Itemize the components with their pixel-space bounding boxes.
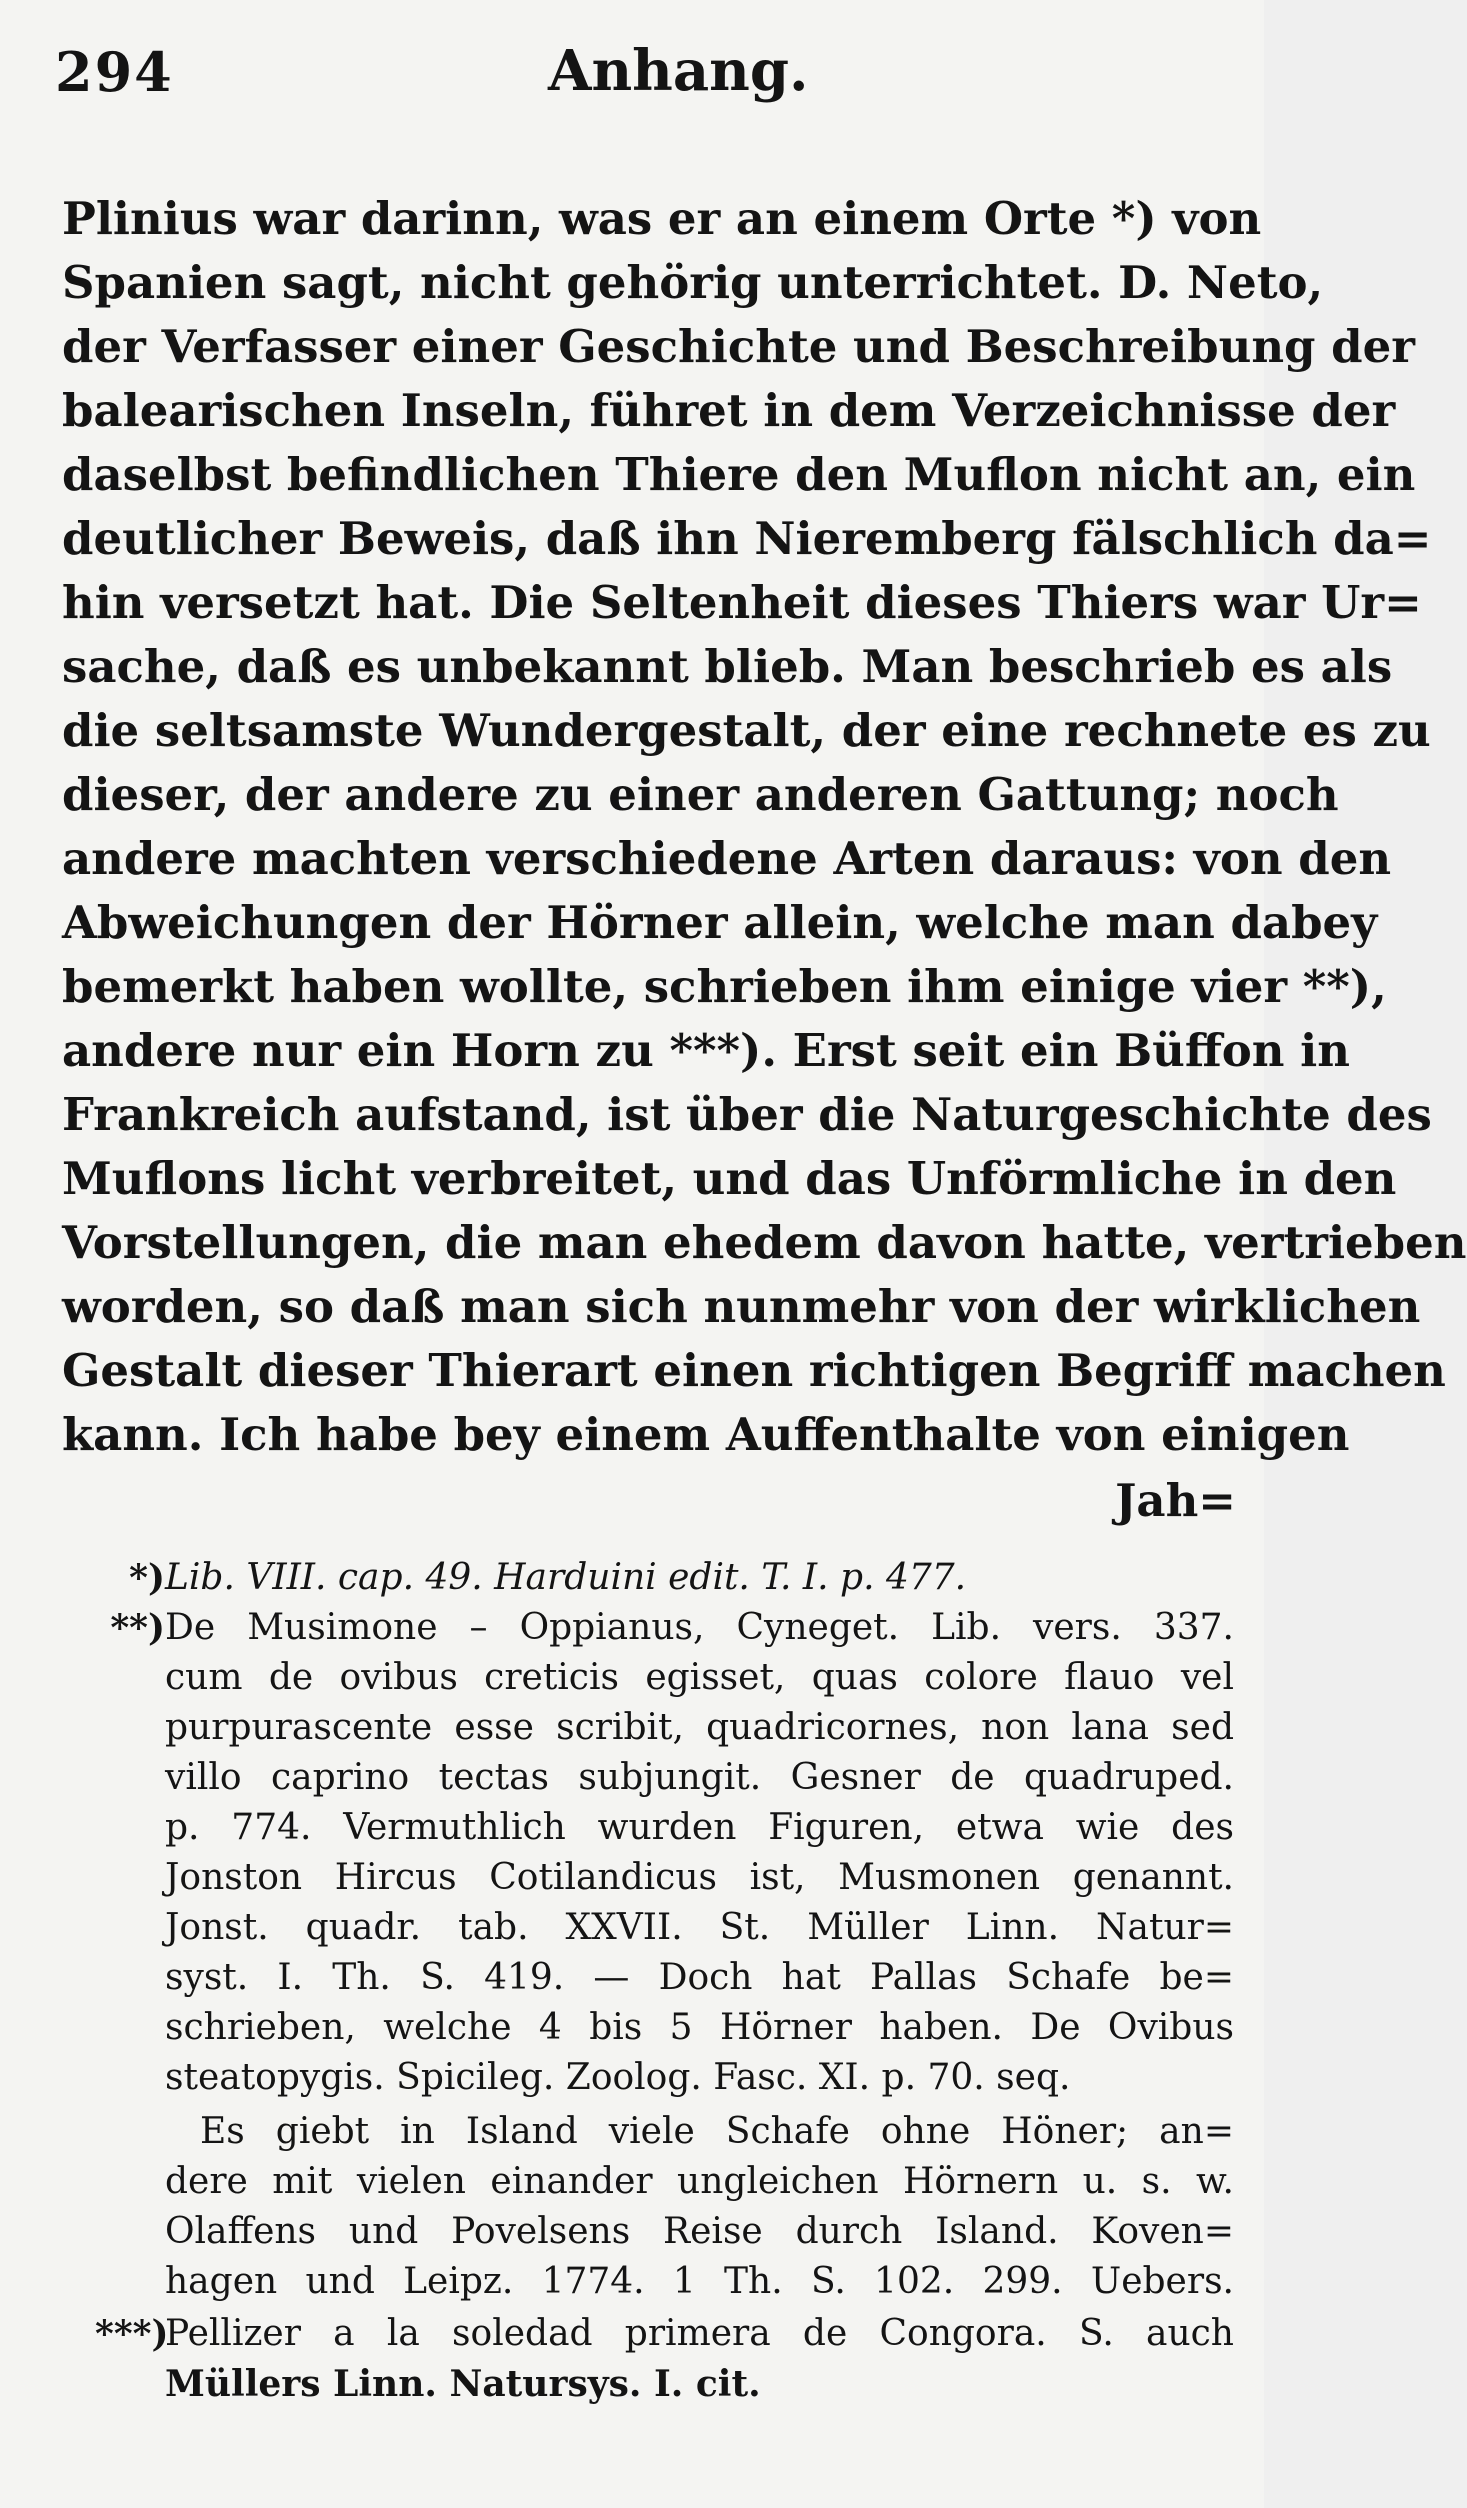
body-line: kann. Ich habe bey einem Auffenthalte von einigen	[62, 1408, 1350, 1461]
body-line: Frankreich aufstand, ist über die Naturgeschichte des	[62, 1088, 1432, 1141]
body-line: Muflons licht verbreitet, und das Unförmliche in den	[62, 1152, 1397, 1205]
footnote-line: Pellizer a la soledad primera de Congora. S. auch	[165, 2313, 1234, 2354]
footnote-line: Olaffens und Povelsens Reise durch Island. Koven=	[165, 2211, 1234, 2252]
footnote-line: Müllers Linn. Natursys. I. cit.	[165, 2363, 761, 2405]
footnote-line: cum de ovibus creticis egisset, quas colore flauo vel	[165, 1657, 1234, 1698]
body-line: Plinius war darinn, was er an einem Orte *) von	[62, 192, 1262, 245]
body-line: balearischen Inseln, führet in dem Verzeichnisse der	[62, 384, 1396, 437]
body-line: sache, daß es unbekannt blieb. Man beschrieb es als	[62, 640, 1393, 693]
footnote-line: Jonston Hircus Cotilandicus ist, Musmonen genannt.	[165, 1857, 1234, 1898]
body-line: andere machten verschiedene Arten daraus: von den	[62, 832, 1392, 885]
footnote-line: dere mit vielen einander ungleichen Hörnern u. s. w.	[165, 2161, 1234, 2202]
page-number: 294	[55, 40, 174, 104]
body-line: die seltsamste Wundergestalt, der eine rechnete es zu	[62, 704, 1431, 757]
footnote-mark: **)	[110, 1607, 165, 1649]
body-line: daselbst befindlichen Thiere den Muflon nicht an, ein	[62, 448, 1416, 501]
footnote-line: De Musimone – Oppianus, Cyneget. Lib. vers. 337.	[165, 1607, 1234, 1648]
running-head: Anhang.	[548, 38, 809, 104]
body-line: dieser, der andere zu einer anderen Gattung; noch	[62, 768, 1339, 821]
catchword: Jah=	[1115, 1474, 1236, 1527]
body-line: bemerkt haben wollte, schrieben ihm einige vier **),	[62, 960, 1387, 1013]
footnote-line: hagen und Leipz. 1774. 1 Th. S. 102. 299. Uebers.	[165, 2261, 1234, 2302]
body-line: hin versetzt hat. Die Seltenheit dieses Thiers war Ur=	[62, 576, 1422, 629]
footnote-line: syst. I. Th. S. 419. — Doch hat Pallas Schafe be=	[165, 1957, 1234, 1998]
footnote-line: Es giebt in Island viele Schafe ohne Höner; an=	[200, 2111, 1234, 2152]
body-line: der Verfasser einer Geschichte und Beschreibung der	[62, 320, 1415, 373]
footnote-line: Jonst. quadr. tab. XXVII. St. Müller Linn. Natur=	[165, 1907, 1234, 1948]
body-line: Abweichungen der Hörner allein, welche man dabey	[62, 896, 1378, 949]
body-line: worden, so daß man sich nunmehr von der wirklichen	[62, 1280, 1421, 1333]
body-line: Spanien sagt, nicht gehörig unterrichtet. D. Neto,	[62, 256, 1324, 309]
footnote-line: schrieben, welche 4 bis 5 Hörner haben. De Ovibus	[165, 2007, 1234, 2048]
footnote-line: villo caprino tectas subjungit. Gesner de quadruped.	[165, 1757, 1234, 1798]
footnote-line: p. 774. Vermuthlich wurden Figuren, etwa wie des	[165, 1807, 1234, 1848]
footnote-mark: *)	[129, 1557, 165, 1599]
body-line: andere nur ein Horn zu ***). Erst seit ein Büffon in	[62, 1024, 1350, 1077]
footnote-mark: ***)	[95, 2313, 169, 2355]
footnote-line: steatopygis. Spicileg. Zoolog. Fasc. XI. p. 70. seq.	[165, 2057, 1071, 2098]
footnote-line: Lib. VIII. cap. 49. Harduini edit. T. I. p. 477.	[165, 1557, 967, 1598]
body-line: Gestalt dieser Thierart einen richtigen Begriff machen	[62, 1344, 1446, 1397]
body-line: deutlicher Beweis, daß ihn Nieremberg fälschlich da=	[62, 512, 1432, 565]
footnote-line: purpurascente esse scribit, quadricornes, non lana sed	[165, 1707, 1234, 1748]
body-line: Vorstellungen, die man ehedem davon hatte, vertrieben	[62, 1216, 1467, 1269]
